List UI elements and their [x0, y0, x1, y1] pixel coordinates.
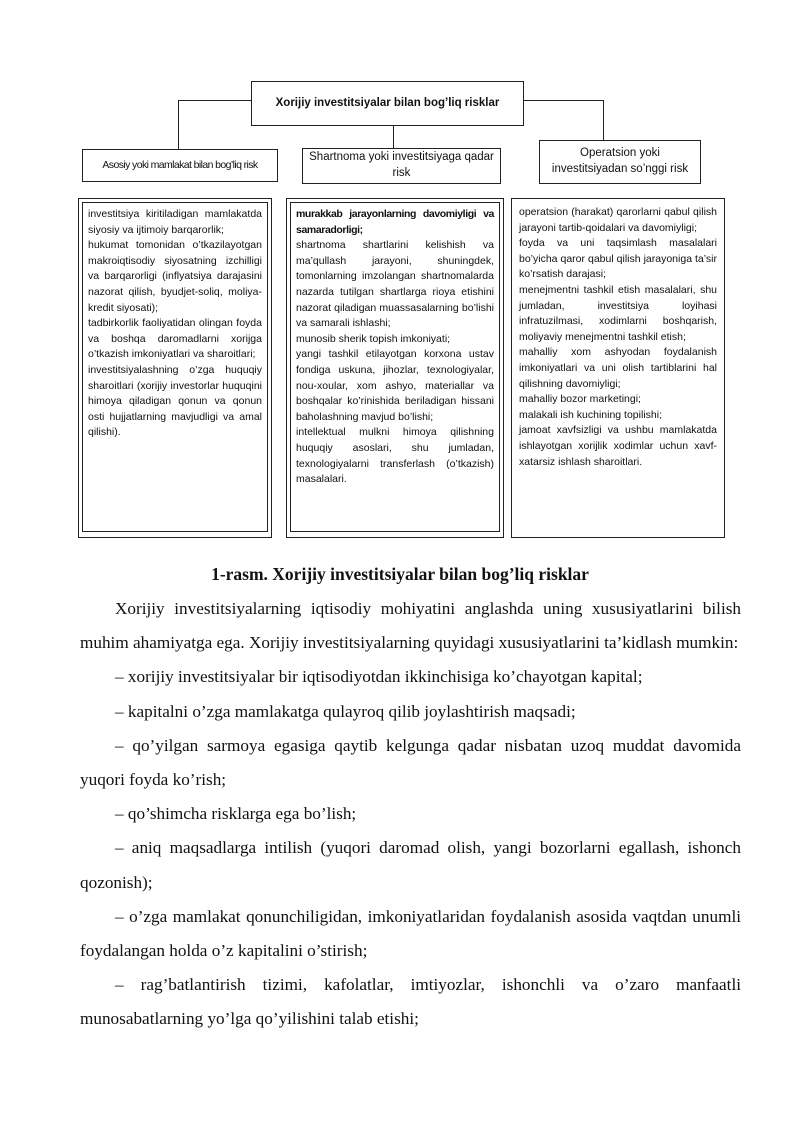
list-item: foyda va uni taqsimlash masalalari bo’yicha qaror qabul qilish jarayoniga ta’sir ko’rsatish darajasi;: [519, 237, 717, 281]
paragraph: – aniq maqsadlarga intilish (yuqori daromad olish, yangi bozorlarni egallash, ishonch qozonish);: [80, 838, 741, 892]
list-item: jamoat xavfsizligi va ushbu mamlakatda ishlayotgan xorijlik xodimlar uchun xavf-xatarsiz ishlash sharoitlari.: [519, 424, 717, 468]
list-item: hukumat tomonidan o’tkazilayotgan makroiqtisodiy siyosatning izchilligi va barqarorligi (inflyatsiya darajasini nazorat qilish, byudjet-soliq, moliya-kredit siyosati);: [88, 239, 262, 314]
list-item: munosib sherik topish imkoniyati;: [296, 332, 451, 345]
connector-line: [523, 100, 603, 101]
list-item: investitsiya kiritiladigan mamlakatda siyosiy va ijtimoiy barqarorlik;: [88, 208, 262, 236]
paragraph: Xorijiy investitsiyalarning iqtisodiy mohiyatini anglashda uning xususiyatlarini bilish muhim ahamiyatga ega. Xorijiy investitsiyalarning quyidagi xususiyatlarini ta’kidlash mumkin:: [80, 599, 741, 653]
connector-line: [393, 126, 394, 148]
list-item: murakkab jarayonlarning davomiyligi va samaradorligi;: [296, 208, 494, 236]
paragraph: – qo’shimcha risklarga ega bo’lish;: [115, 804, 357, 824]
diagram-top-box: Xorijiy investitsiyalar bilan bog’liq risklar: [251, 81, 524, 126]
paragraph: – o’zga mamlakat qonunchiligidan, imkoniyatlaridan foydalanish asosida vaqtdan unumli foydalangan holda o’z kapitalini o’stirish;: [80, 906, 741, 961]
paragraph: – qo’yilgan sarmoya egasiga qaytib kelgunga qadar nisbatan uzoq muddat davomida yuqori foyda ko’rish;: [80, 735, 741, 790]
list-item: intellektual mulkni himoya qilishning huquqiy asoslari, shu jumladan, texnologiyalarni transferlash (o’tkazish) masalalari.: [296, 426, 494, 486]
column-contract-risk-list: [290, 202, 500, 532]
column-country-risk: [78, 198, 272, 538]
paragraph: – rag’batlantirish tizimi, kafolatlar, imtiyozlar, ishonchli va o’zaro manfaatli munosabatlarning yo’lga qo’yilishini talab etishi;: [80, 975, 741, 1029]
list-item: mahalliy xom ashyodan foydalanish imkoniyatlari va uni olish tartiblarini hal qilishning davomiyligi;: [519, 346, 717, 390]
list-item: menejmentni tashkil etish masalalari, shu jumladan, investitsiya loyihasi infratuzilmasi, xodimlarni boshqarish, moliyaviy menejmentni tashkil etish;: [519, 283, 717, 343]
list-item: yangi tashkil etilayotgan korxona ustav fondiga uskuna, jihozlar, texnologiyalar, nou-xoular, xom ashyo, materiallar va boshqalar ko’rinishida beriladigan hissani baholashning mavjud bo’lishi;: [296, 348, 494, 423]
connector-line: [178, 100, 251, 101]
paragraph: – kapitalni o’zga mamlakatga qulayroq qilib joylashtirish maqsadi;: [115, 701, 576, 721]
body-text: [80, 592, 741, 1037]
connector-line: [603, 100, 604, 140]
list-item: malakali ish kuchining topilishi;: [519, 408, 662, 421]
list-item: investitsiyalashning o’zga huquqiy sharoitlari (xorijiy investorlar huquqini himoya qiladigan qonun va qonun osti hujjatlarning mavjudligi va amal qilishi).: [88, 363, 262, 439]
column-header-country-risk: Asosiy yoki mamlakat bilan bog’liq risk: [82, 149, 278, 182]
paragraph: – xorijiy investitsiyalar bir iqtisodiyotdan ikkinchisiga ko’chayotgan kapital;: [115, 667, 643, 687]
column-contract-risk: [286, 198, 504, 538]
connector-line: [178, 100, 179, 150]
list-item: tadbirkorlik faoliyatidan olingan foyda va boshqa daromadlarni xorijga o’tkazish imkoniyatlari va sharoitlari;: [88, 317, 262, 361]
figure-caption: 1-rasm. Xorijiy investitsiyalar bilan bog’liq risklar: [211, 564, 589, 584]
list-item: shartnoma shartlarini kelishish va ma’qullash jarayoni, shuningdek, tomonlarning imzolangan shartnomalarda nazarda tutilgan shartlarga rioya etishini nazorat qiladigan muassasalarning bo’lishi va samarali ishlashi;: [296, 239, 494, 330]
column-header-operational-risk: Operatsion yoki investitsiyadan so’nggi risk: [539, 140, 701, 184]
column-country-risk-list: [82, 202, 268, 532]
list-item: operatsion (harakat) qarorlarni qabul qilish jarayoni tartib-qoidalari va davomiyligi;: [519, 206, 717, 234]
column-operational-risk: [511, 198, 725, 538]
list-item: mahalliy bozor marketingi;: [519, 393, 641, 406]
column-header-contract-risk: Shartnoma yoki investitsiyaga qadar risk: [302, 148, 501, 184]
